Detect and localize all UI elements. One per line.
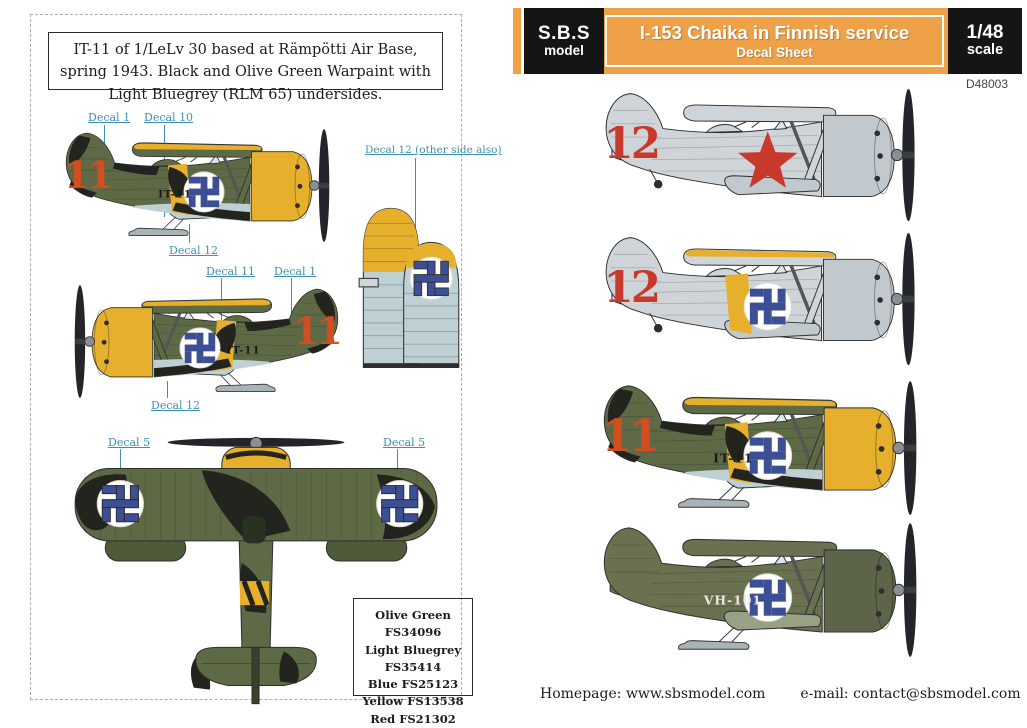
finnish-roundel-icon: [180, 328, 220, 368]
brand-sub: model: [544, 42, 584, 58]
contact-footer: [540, 686, 1022, 702]
decal-label: Decal 12: [169, 244, 219, 257]
fuselage-code: IT-11: [713, 450, 754, 466]
aircraft-profile-right-3: [591, 376, 935, 520]
color-legend: [353, 598, 473, 726]
decal-label: Decal 5: [383, 436, 426, 449]
email-label: e-mail:: [800, 686, 849, 702]
tail-number: 12: [603, 261, 659, 313]
aircraft-profile-right-2: [593, 228, 933, 370]
tail-number: 11: [293, 308, 341, 353]
sheet-header: [513, 8, 1022, 74]
legend-line: Olive Green FS34096: [375, 608, 451, 640]
aircraft-profile-left-middle: [59, 281, 349, 402]
finnish-roundel-icon: [410, 257, 452, 299]
decal-label: Decal 12: [151, 399, 201, 412]
brand-logo: [521, 8, 604, 74]
legend-line: Yellow FS13538: [362, 694, 464, 709]
tail-number: 11: [63, 152, 111, 197]
decal-label: Decal 5: [108, 436, 151, 449]
decal-label: Decal 11: [206, 265, 256, 278]
aircraft-profile-left-top: [55, 125, 345, 246]
finnish-roundel-icon: [377, 481, 423, 527]
leader-line: [189, 224, 190, 243]
legend-line: Light Bluegrey FS35414: [364, 642, 462, 674]
decal-label: Decal 10: [144, 111, 194, 124]
decal-label: Decal 1: [274, 265, 317, 278]
left-instruction-panel: [30, 14, 502, 726]
scheme-description: IT-11 of 1/LeLv 30 based at Rämpötti Air Base, spring 1943. Black and Olive Green Warpaint with Light Bluegrey (RLM 65) undersides.: [48, 32, 443, 90]
scale-word: scale: [966, 42, 1004, 59]
tail-number: 11: [601, 410, 657, 462]
fuselage-code: IT-11: [158, 188, 193, 201]
sheet-title: I-153 Chaika in Finnish service: [639, 22, 910, 43]
email-address: contact@sbsmodel.com: [853, 686, 1021, 702]
leader-line: [167, 381, 168, 398]
product-code: D48003: [965, 77, 1009, 91]
finnish-roundel-icon: [97, 481, 143, 527]
aircraft-profile-right-1: [593, 84, 933, 226]
tail-number: 12: [603, 117, 659, 169]
legend-line: Blue FS25123: [367, 677, 459, 691]
brand-name: S.B.S: [537, 22, 591, 44]
finnish-roundel-icon: [744, 283, 791, 330]
sheet-subtitle: Decal Sheet: [736, 45, 813, 60]
legend-line: Red FS21302: [370, 711, 456, 726]
wingtip-detail-view: [357, 187, 463, 373]
fuselage-code: VH-101: [703, 592, 762, 608]
decal-label: Decal 1: [88, 111, 131, 124]
decal-label: Decal 12 (other side also): [365, 144, 502, 156]
fuselage-code: IT-11: [226, 344, 261, 357]
aircraft-profile-right-4: [591, 518, 935, 662]
scale-value: 1/48: [966, 22, 1004, 44]
scale-badge: [948, 8, 1022, 74]
homepage-label: Homepage:: [540, 686, 622, 702]
homepage-url: www.sbsmodel.com: [625, 686, 766, 702]
